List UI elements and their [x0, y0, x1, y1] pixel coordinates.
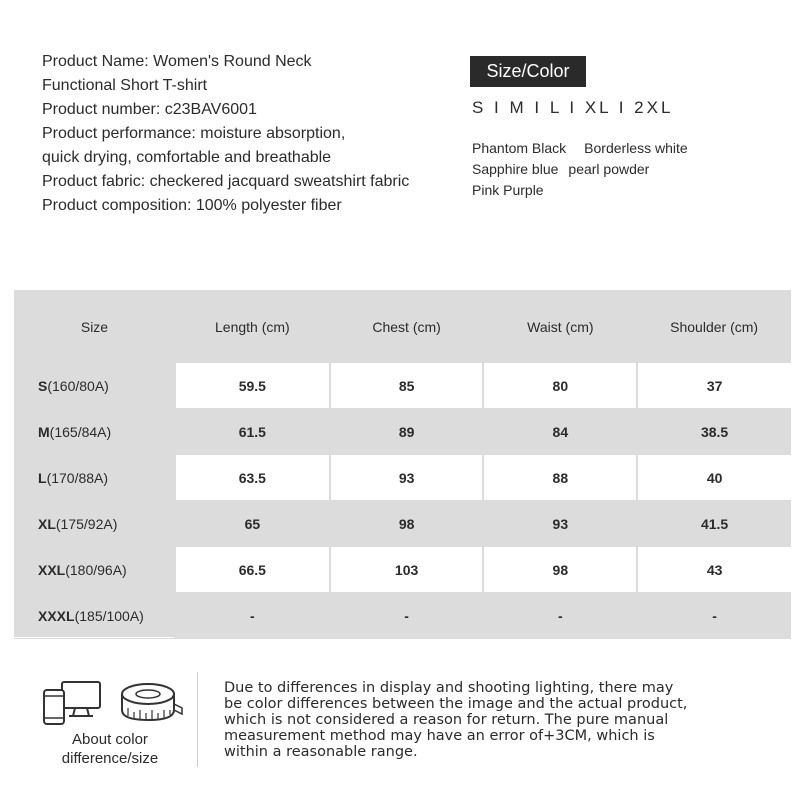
- devices-icon: [42, 680, 104, 730]
- size-cell: M(165/84A): [14, 409, 175, 455]
- note-line: Due to differences in display and shooting lighting, there may: [224, 680, 674, 696]
- column-header-size: Size: [80, 318, 109, 335]
- product-info-line: Product composition: 100% polyester fiber: [42, 197, 342, 214]
- column-header-shoulder: Shoulder (cm): [670, 318, 759, 335]
- shoulder-cell: -: [637, 593, 791, 639]
- note-line: which is not considered a reason for return. The pure manual: [224, 712, 669, 728]
- note-line: measurement method may have an error of+3CM, which is: [224, 728, 655, 744]
- waist-cell: 98: [483, 547, 637, 593]
- size-cell: XXXL(185/100A): [14, 593, 175, 639]
- note-line: within a reasonable range.: [224, 744, 418, 760]
- footer-caption: [40, 730, 180, 768]
- size-cell: XXL(180/96A): [14, 547, 175, 593]
- disclaimer-note: [224, 680, 784, 760]
- footer-icons: [40, 676, 190, 736]
- column-header-waist: Waist (cm): [527, 318, 594, 335]
- product-info-line: Product performance: moisture absorption,: [42, 125, 346, 142]
- color-option: Borderless white: [584, 140, 688, 156]
- product-info-line: Product number: c23BAV6001: [42, 101, 257, 118]
- size-chart: [14, 290, 791, 637]
- waist-cell: 88: [483, 455, 637, 501]
- table-header-row: [14, 290, 791, 363]
- table-row: [14, 455, 791, 501]
- size-list: S I M I L I XL I 2XL: [472, 98, 674, 117]
- chest-cell: 85: [330, 363, 484, 409]
- waist-cell: 80: [483, 363, 637, 409]
- waist-cell: 84: [483, 409, 637, 455]
- chest-cell: 103: [330, 547, 484, 593]
- chest-cell: 93: [330, 455, 484, 501]
- size-cell: L(170/88A): [14, 455, 175, 501]
- tape-measure-icon: [118, 680, 184, 730]
- table-row: [14, 409, 791, 455]
- column-header-chest: Chest (cm): [372, 318, 441, 335]
- chest-cell: 89: [330, 409, 484, 455]
- size-cell: XL(175/92A): [14, 501, 175, 547]
- table-row: [14, 593, 791, 639]
- length-cell: 61.5: [175, 409, 330, 455]
- color-option: Sapphire blue: [472, 161, 559, 177]
- table-row: [14, 363, 791, 409]
- length-cell: 66.5: [175, 547, 330, 593]
- shoulder-cell: 38.5: [637, 409, 791, 455]
- caption-line: difference/size: [61, 750, 159, 767]
- table-row: [14, 547, 791, 593]
- shoulder-cell: 43: [637, 547, 791, 593]
- length-cell: 63.5: [175, 455, 330, 501]
- color-option: Phantom Black: [472, 140, 567, 156]
- column-header-length: Length (cm): [215, 318, 290, 335]
- color-list: [472, 138, 688, 201]
- shoulder-cell: 37: [637, 363, 791, 409]
- product-info-line: quick drying, comfortable and breathable: [42, 149, 332, 166]
- waist-cell: 93: [483, 501, 637, 547]
- shoulder-cell: 40: [637, 455, 791, 501]
- table-row: [14, 501, 791, 547]
- product-info-line: Product Name: Women's Round Neck: [42, 53, 312, 70]
- waist-cell: -: [483, 593, 637, 639]
- caption-line: About color: [72, 731, 148, 748]
- product-info-line: Product fabric: checkered jacquard sweatshirt fabric: [42, 173, 410, 190]
- color-option: pearl powder: [568, 161, 650, 177]
- size-table: [14, 290, 791, 639]
- product-info: [42, 50, 462, 218]
- length-cell: 59.5: [175, 363, 330, 409]
- product-info-line: Functional Short T-shirt: [42, 77, 208, 94]
- chest-cell: 98: [330, 501, 484, 547]
- size-cell: S(160/80A): [14, 363, 175, 409]
- size-color-badge: Size/Color: [470, 56, 586, 87]
- color-option: Pink Purple: [472, 182, 544, 198]
- shoulder-cell: 41.5: [637, 501, 791, 547]
- length-cell: 65: [175, 501, 330, 547]
- length-cell: -: [175, 593, 330, 639]
- footer-divider: [197, 672, 198, 767]
- chest-cell: -: [330, 593, 484, 639]
- note-line: be color differences between the image and the actual product,: [224, 696, 688, 712]
